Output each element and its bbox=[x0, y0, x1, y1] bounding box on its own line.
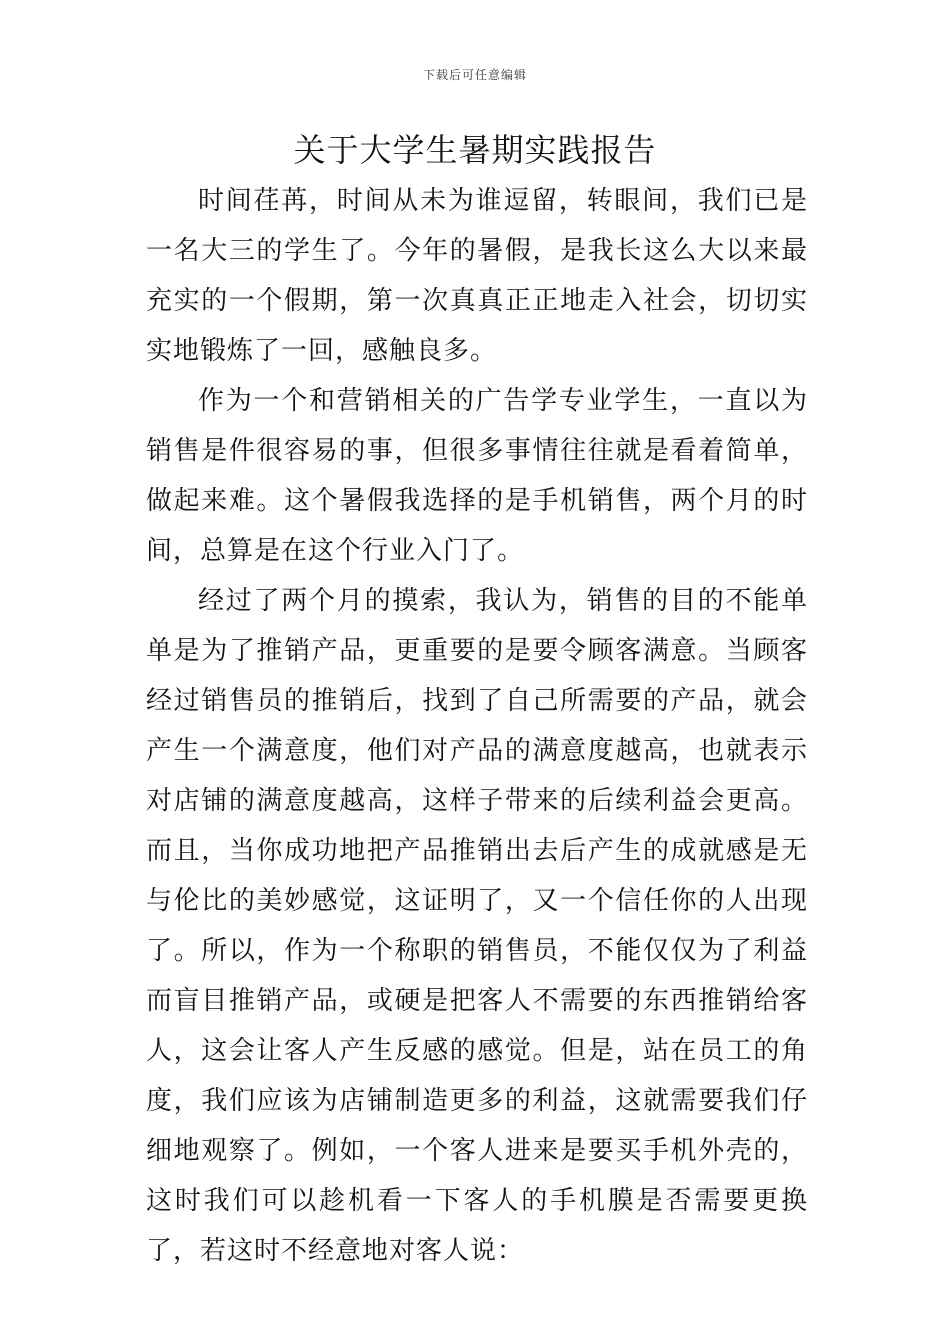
document-body bbox=[146, 176, 808, 1276]
header-note: 下载后可任意编辑 bbox=[422, 68, 527, 82]
paragraph-2: 作为一个和营销相关的广告学专业学生，一直以为销售是件很容易的事，但很多事情往往就是看着简单，做起来难。这个暑假我选择的是手机销售，两个月的时间，总算是在这个行业入门了。 bbox=[146, 386, 808, 566]
page-title: 关于大学生暑期实践报告 bbox=[293, 131, 657, 169]
paragraph-1: 时间荏苒，时间从未为谁逗留，转眼间，我们已是一名大三的学生了。今年的暑假，是我长这么大以来最充实的一个假期，第一次真真正正地走入社会，切切实实地锻炼了一回，感触良多。 bbox=[146, 186, 808, 366]
paragraph-3: 经过了两个月的摸索，我认为，销售的目的不能单单是为了推销产品，更重要的是要令顾客满意。当顾客经过销售员的推销后，找到了自己所需要的产品，就会产生一个满意度，他们对产品的满意度越高，也就表示对店铺的满意度越高，这样子带来的后续利益会更高。而且，当你成功地把产品推销出去后产生的成就感是无与伦比的美妙感觉，这证明了，又一个信任你的人出现了。所以，作为一个称职的销售员，不能仅仅为了利益而盲目推销产品，或硬是把客人不需要的东西推销给客人，这会让客人产生反感的感觉。但是，站在员工的角度，我们应该为店铺制造更多的利益，这就需要我们仔细地观察了。例如，一个客人进来是要买手机外壳的，这时我们可以趁机看一下客人的手机膜是否需要更换了，若这时不经意地对客人说： bbox=[146, 586, 808, 1266]
